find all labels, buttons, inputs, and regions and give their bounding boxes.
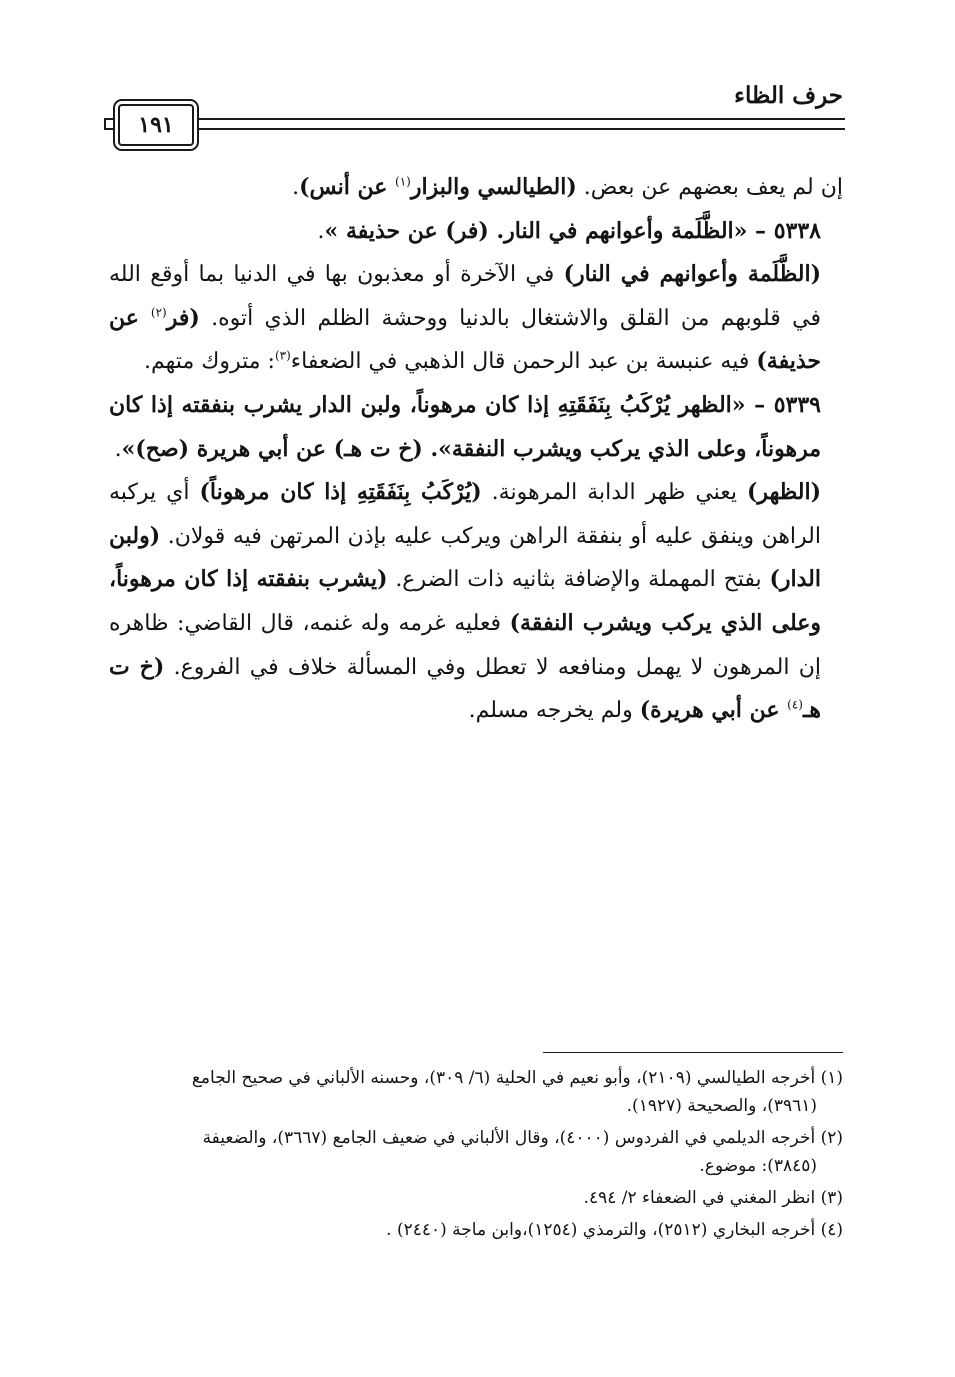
citation-source: عن حذيفة) <box>109 304 821 375</box>
footnote-3: (٣) انظر المغني في الضعفاء ٢/ ٤٩٤. <box>583 1188 843 1208</box>
footnote-4: (٤) أخرجه البخاري (٢٥١٢)، والترمذي (١٢٥٤)،وابن ماجة (٢٤٤٠) . <box>386 1220 843 1240</box>
quoted-phrase: (الظهر) <box>747 479 821 506</box>
footnote-text: (٢) أخرجه الديلمي في الفردوس (٤٠٠٠)، وقال الألباني في ضعيف الجامع (٣٦٦٧)، والضعيفة <box>202 1128 843 1148</box>
footnote-marker: (٣) <box>274 349 291 364</box>
citation-source: (فر <box>166 304 200 331</box>
text-run: . <box>292 175 300 200</box>
page-number: ١٩١ <box>118 104 194 146</box>
text-run: . <box>317 218 325 244</box>
text-run: فعليه غرمه وله غنمه، قال القاضي: ظاهره إن المرهون لا يهمل ومنافعه لا تعطل وفي المسألة خلاف في الفروع. <box>109 610 822 680</box>
footnote-text: (١) أخرجه الطيالسي (٢١٠٩)، وأبو نعيم في الحلية (٦/ ٣٠٩)، وحسنه الألباني في صحيح الجامع <box>191 1068 843 1088</box>
commentary-5339 <box>109 471 843 733</box>
text-run: ولم يخرجه مسلم. <box>468 698 640 724</box>
citation-source: (الطيالسي والبزار <box>410 174 577 200</box>
footnote-1 <box>109 1064 843 1120</box>
footnotes <box>109 1064 843 1248</box>
text-run: فيه عنبسة بن عبد الرحمن قال الذهبي في الضعفاء <box>290 349 757 375</box>
text-run: يعني ظهر الدابة المرهونة. <box>481 480 748 506</box>
footnote-text-continued: (٣٩٦١)، والصحيحة (١٩٢٧). <box>626 1096 817 1116</box>
header-double-rule <box>104 118 845 130</box>
text-run: في الآخرة أو معذبون بها في الدنيا بما أوقع الله في قلوبهم من القلق والاشتغال بالدنيا ووحشة الظلم الذي أتوه. <box>109 262 821 331</box>
footnote-marker: (١) <box>395 174 411 189</box>
commentary-5338 <box>109 253 843 384</box>
footnote-marker: (٤) <box>787 697 803 712</box>
text-run: بفتح المهملة والإضافة بثانيه ذات الضرع. <box>387 567 770 593</box>
hadith-5339 <box>109 384 843 471</box>
footnote-separator <box>543 1052 843 1053</box>
hadith-5338 <box>109 210 843 254</box>
hadith-text: ٥٣٣٨ – «الظَّلَمة وأعوانهم في النار. (فر) عن حذيفة » <box>324 217 821 244</box>
text-run: أي يركبه الراهن وينفق عليه أو بنفقة الراهن ويركب عليه بإذن المرتهن فيه قولان. <box>109 480 821 549</box>
quoted-phrase: (ولبن الدار) <box>109 522 821 593</box>
citation-source: عن أنس) <box>299 174 396 200</box>
text-run: : متروك متهم. <box>144 349 275 375</box>
text-run: . <box>114 436 122 462</box>
paragraph-continuation <box>109 166 843 210</box>
footnote-text-continued: (٣٨٤٥): موضوع. <box>699 1156 817 1176</box>
quoted-phrase: (يشرب بنفقته إذا كان مرهوناً، وعلى الذي يركب ويشرب النفقة) <box>109 566 821 636</box>
quoted-phrase: (الظَّلَمة وأعوانهم في النار) <box>563 261 821 288</box>
quoted-phrase: (يُرْكَبُ بِنَفَقَتِهِ إذا كان مرهوناً) <box>199 479 482 506</box>
text-run: إن لم يعف بعضهم عن بعض. <box>576 175 843 200</box>
footnote-2 <box>109 1124 843 1180</box>
citation-source: (خ ت هـ <box>109 653 821 724</box>
main-text <box>109 166 843 733</box>
chapter-title: حرف الظاء <box>734 82 843 109</box>
citation-source: عن أبي هريرة) <box>639 697 788 724</box>
header-rule-end-mark <box>104 118 112 130</box>
footnote-marker: (٢) <box>150 305 167 320</box>
hadith-text: ٥٣٣٩ – «الظهر يُرْكَبُ بِنَفَقَتِهِ إذا كان مرهوناً، ولبن الدار يشرب بنفقته إذا كان مرهوناً، وعلى الذي يركب ويشرب النفقة». (خ ت هـ) عن أبي هريرة (صح)» <box>109 391 821 462</box>
